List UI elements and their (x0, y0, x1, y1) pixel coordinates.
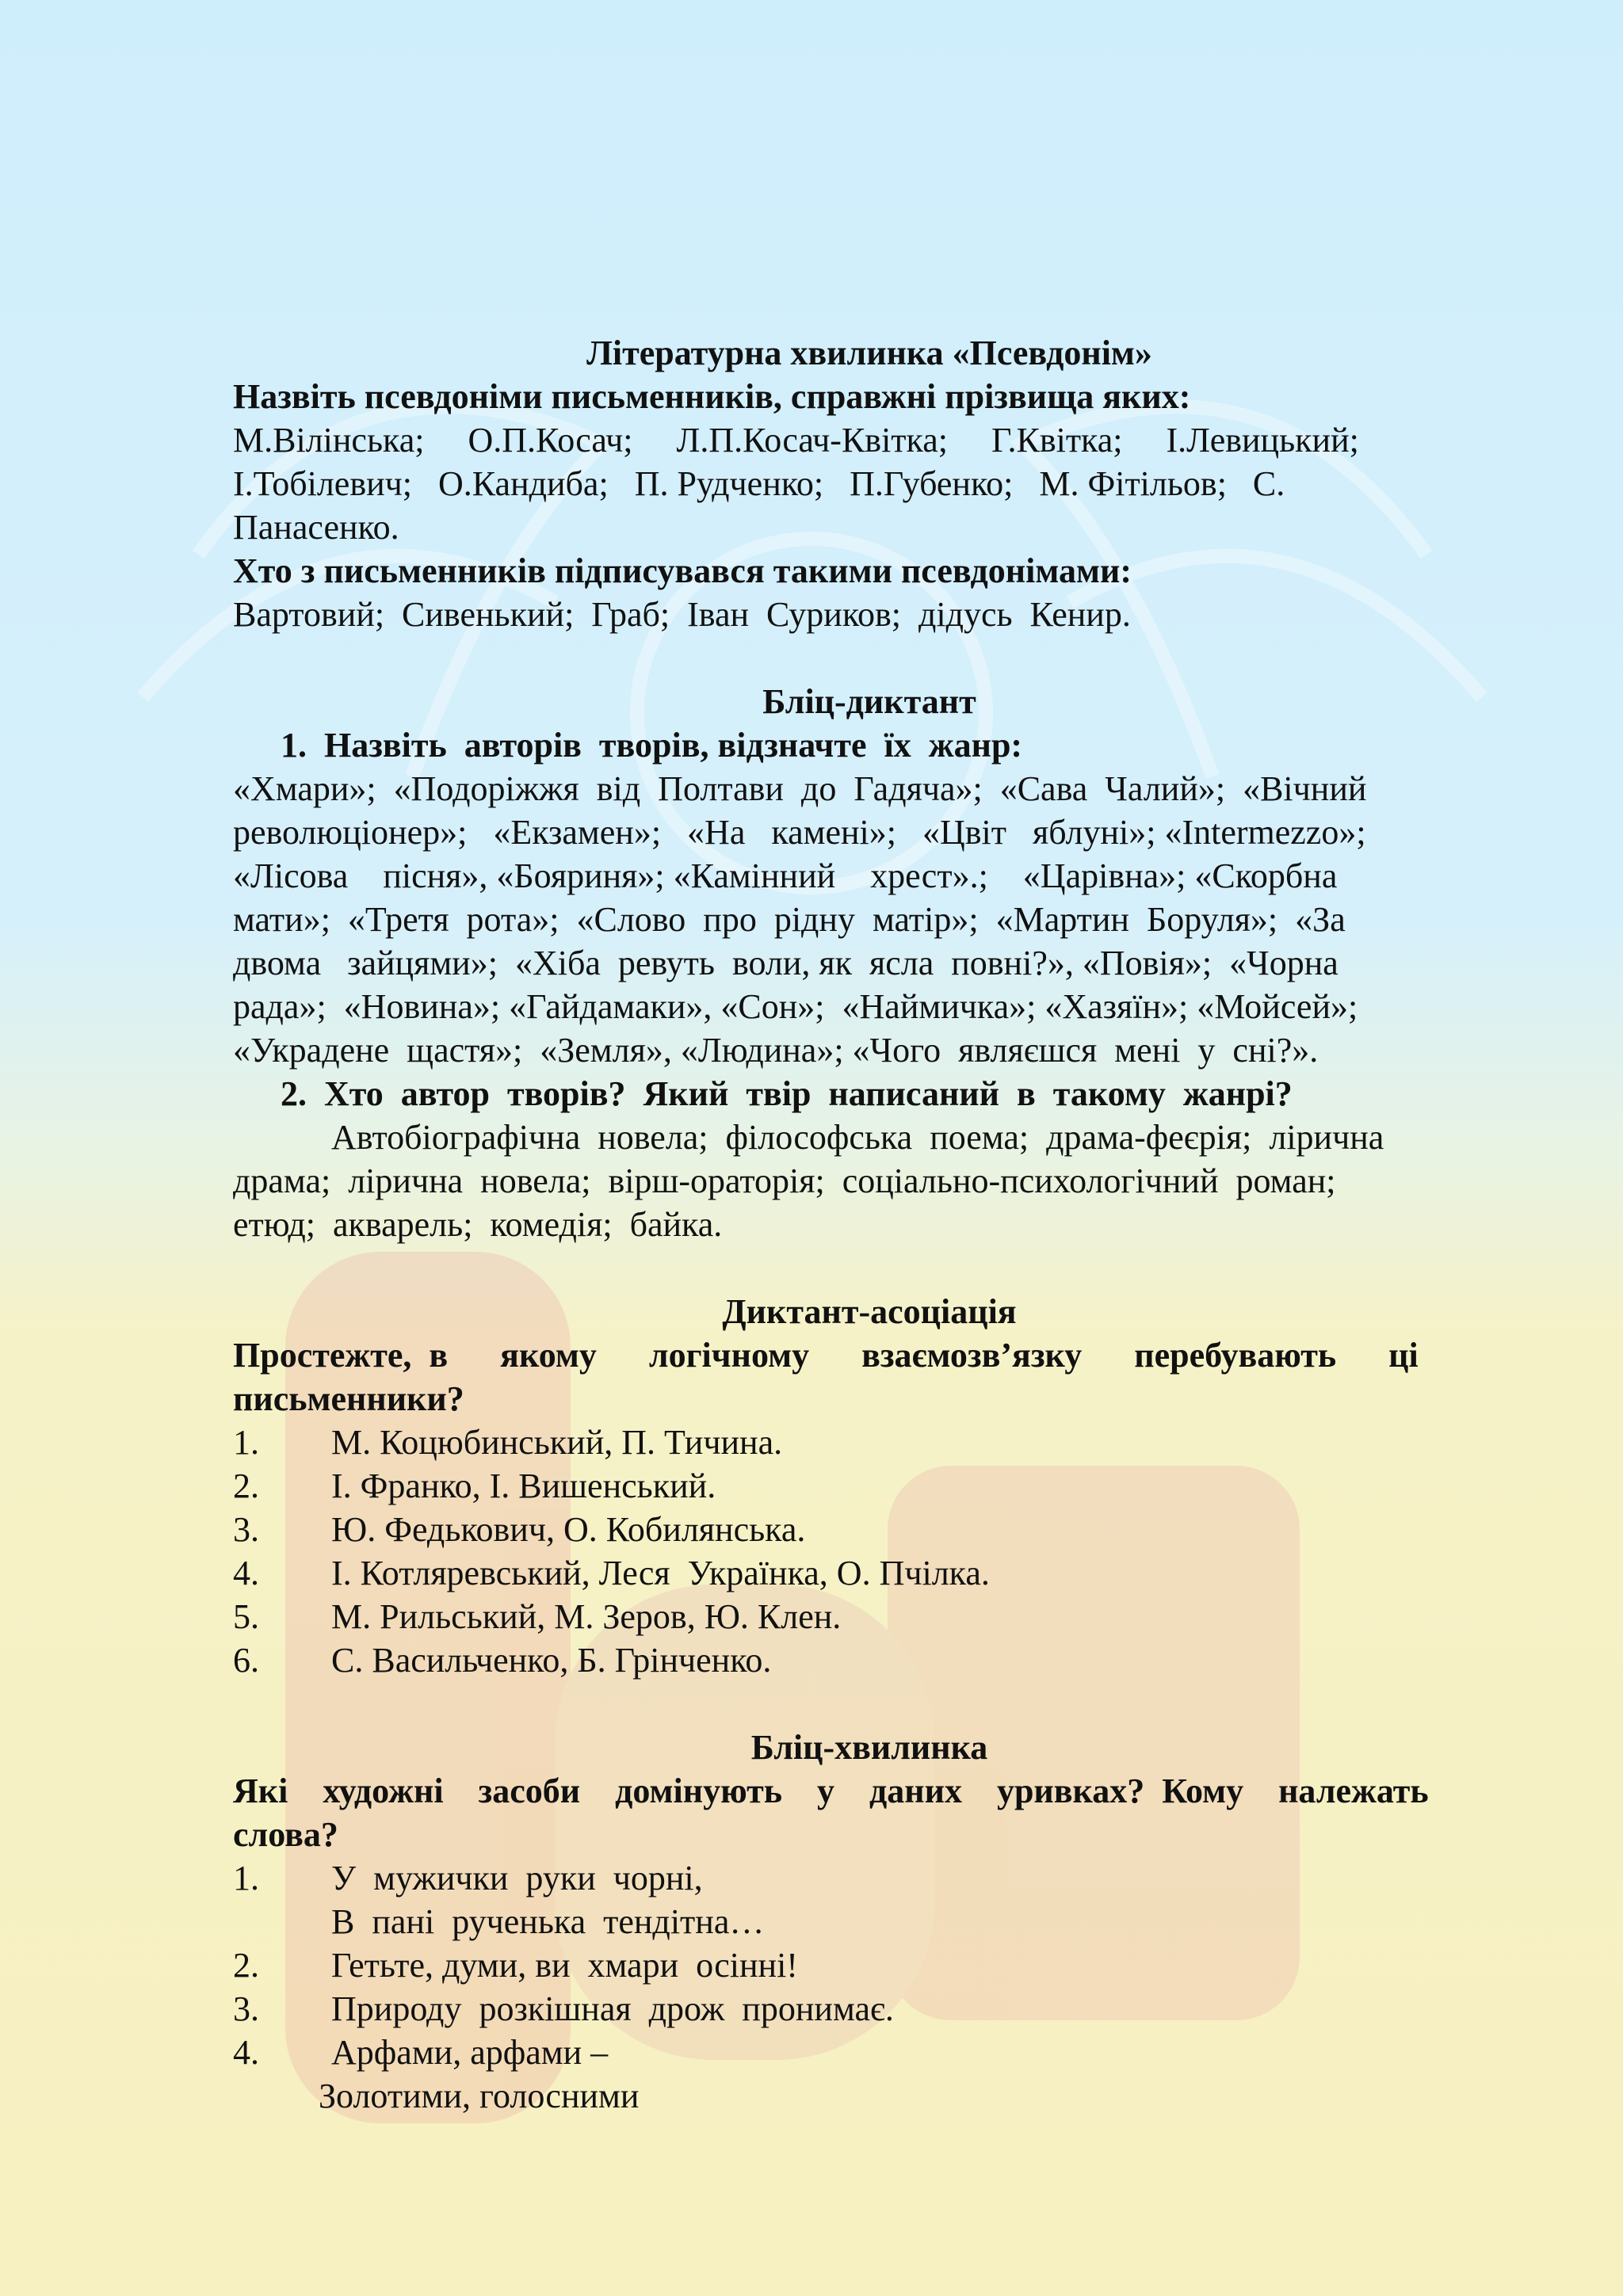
list-text: Ю. Федькович, О. Кобилянська. (331, 1510, 806, 1549)
section-title-blitz-minute: Бліц-хвилинка (750, 1728, 988, 1767)
list-text: М. Рильський, М. Зеров, Ю. Клен. (331, 1597, 842, 1636)
text-line: драма; лірична новела; вірш-ораторія; соціально-психологічний роман; (233, 1161, 1336, 1200)
list-item (233, 1595, 1506, 1638)
task-heading: 1. Назвіть авторів творів, відзначте їх жанр: (281, 726, 1023, 765)
text-line: «Украдене щастя»; «Земля», «Людина»; «Чого являєшся мені у сні?». (233, 1031, 1319, 1070)
text-line: «Лісова пісня», «Бояриня»; «Камінний хрест».; «Царівна»; «Скорбна (233, 856, 1338, 895)
list-item (233, 1856, 1506, 1900)
list-continuation: В пані рученька тендітна… (331, 1902, 765, 1941)
list-number: 1. (233, 1859, 259, 1897)
text-line: революціонер»; «Екзамен»; «На камені»; «Цвіт яблуні»; «Intermezzo»; (233, 813, 1366, 852)
question-line: Простежте, в якому логічному взаємозв’язку перебувають ці (233, 1336, 1419, 1375)
list-number: 2. (233, 1466, 259, 1505)
text-line: «Хмари»; «Подоріжжя від Полтави до Гадяча»; «Сава Чалий»; «Вічний (233, 769, 1367, 808)
list-text: Гетьте, думи, ви хмари осінні! (331, 1946, 798, 1985)
list-number: 3. (233, 1510, 259, 1549)
section-title-blitz-dictation: Бліц-диктант (762, 682, 976, 721)
list-item (233, 1987, 1506, 2031)
list-item (233, 1421, 1506, 1464)
text-line: Панасенко. (233, 508, 399, 547)
section-title-association-dictation: Диктант-асоціація (722, 1292, 1017, 1331)
list-number: 4. (233, 1554, 259, 1592)
list-text: І. Франко, І. Вишенський. (331, 1466, 716, 1505)
task-heading: 2. Хто автор творів? Який твір написаний в такому жанрі? (281, 1074, 1293, 1113)
list-number: 2. (233, 1946, 259, 1985)
list-text: І. Котляревський, Леся Українка, О. Пчілка. (331, 1554, 990, 1592)
list-item (233, 1508, 1506, 1551)
list-item (233, 2031, 1506, 2074)
text-line: М.Вілінська; О.П.Косач; Л.П.Косач-Квітка; Г.Квітка; І.Левицький; (233, 421, 1359, 460)
text-line: двома зайцями»; «Хіба ревуть воли, як ясла повні?», «Повія»; «Чорна (233, 944, 1338, 982)
list-item (233, 1943, 1506, 1987)
document-body (233, 331, 1506, 2118)
text-line: Автобіографічна новела; філософська поема; драма-феєрія; лірична (331, 1118, 1384, 1157)
list-number: 4. (233, 2033, 259, 2072)
list-number: 1. (233, 1423, 259, 1462)
list-number: 6. (233, 1641, 259, 1680)
question-line: Які художні засоби домінують у даних уривках? Кому належать (233, 1772, 1429, 1810)
answer-line: Вартовий; Сивенький; Граб; Іван Суриков; дідусь Кенир. (233, 595, 1131, 634)
question-line: письменники? (233, 1379, 464, 1418)
text-line: мати»; «Третя рота»; «Слово про рідну матір»; «Мартин Боруля»; «За (233, 900, 1346, 939)
list-continuation: Золотими, голосними (319, 2077, 640, 2115)
question-signed-pseudonyms: Хто з письменників підписувався такими псевдонімами: (233, 551, 1132, 590)
text-line: рада»; «Новина»; «Гайдамаки», «Сон»; «Наймичка»; «Хазяїн»; «Мойсей»; (233, 987, 1358, 1026)
list-item (233, 1638, 1506, 1682)
list-text: Арфами, арфами – (331, 2033, 609, 2072)
list-item (233, 1464, 1506, 1508)
text-line: етюд; акварель; комедія; байка. (233, 1205, 723, 1244)
list-item (233, 1551, 1506, 1595)
list-number: 5. (233, 1597, 259, 1636)
question-pseudonyms: Назвіть псевдоніми письменників, справжні прізвища яких: (233, 377, 1191, 416)
list-text: У мужички руки чорні, (331, 1859, 703, 1897)
text-line: І.Тобілевич; О.Кандиба; П. Рудченко; П.Губенко; М. Фітільов; С. (233, 464, 1285, 503)
question-line: слова? (233, 1815, 338, 1854)
list-number: 3. (233, 1989, 259, 2028)
list-text: С. Васильченко, Б. Грінченко. (331, 1641, 772, 1680)
list-text: Природу розкішная дрож пронимає. (331, 1989, 894, 2028)
section-title-pseudonym: Літературна хвилинка «Псевдонім» (586, 334, 1152, 372)
list-text: М. Коцюбинський, П. Тичина. (331, 1423, 783, 1462)
